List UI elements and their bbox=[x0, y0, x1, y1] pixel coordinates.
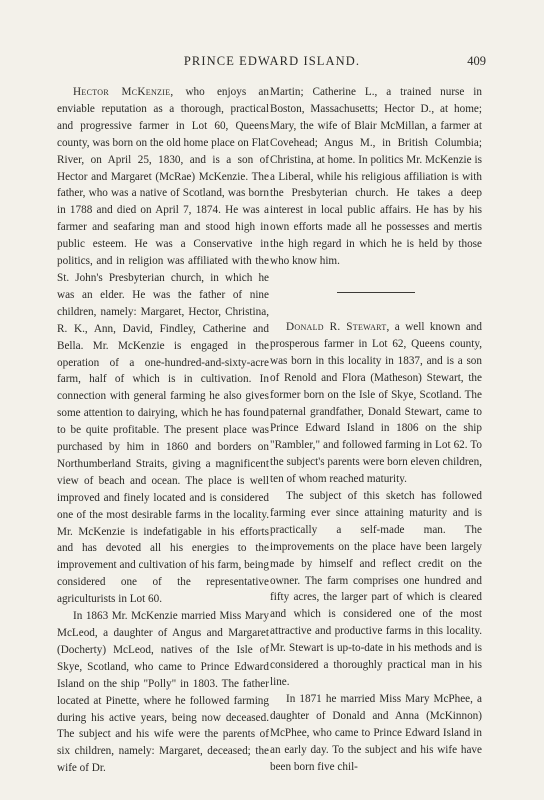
section-divider bbox=[337, 292, 415, 293]
subject-name: Hector McKenzie bbox=[73, 86, 171, 98]
marriage-paragraph: In 1871 he married Miss Mary McPhee, a daughter of Donald and Anna (McKinnon) McPhee, who came to Prince Edward Island in an early day. To the subject and his wife have been born five chil- bbox=[270, 692, 482, 773]
career-paragraph: The subject of this sketch has followed farming ever since attaining maturity and is practically a self-made man. The improvements on the place have been largely made by himself and reflect credit on the owner. The farm comprises one hundred and fifty acres, the larger part of which is cleared and which is considered one of the most attractive and productive farms in this locality. Mr. Stewart is up-to-date in his methods and is considered a thoroughly practical man in his line. bbox=[270, 490, 482, 688]
continued-paragraph: Martin; Catherine L., a trained nurse in Boston, Massachusetts; Hector D., at home; Mary, the wife of Blair McMillan, a farmer at Covehead; Angus M., in British Columbia; Christina, at home. In politics Mr. McKenzie is a Liberal, while his religious affiliation is with the Presbyterian church. He takes a deep interest in local public affairs. He has by his own efforts made all he possesses and mertis the high regard in which he is held by those who know him. bbox=[270, 86, 482, 268]
running-head bbox=[0, 54, 544, 74]
subject-name: Donald R. Stewart bbox=[286, 320, 387, 333]
left-column bbox=[57, 84, 269, 777]
biography-paragraph bbox=[270, 319, 482, 488]
paragraph-text: , a well known and prosperous farmer in Lot 62, Queens county, was born in this locality in 1837, and is a son of Renold and Flora (Matheson) Stewart, the former born on the Isle of Skye, Scotland. The paternal grandfather, Donald Stewart, came to Prince Edward Island in 1806 on the ship "Rambler," and followed farming in Lot 62. To the subject's parents were born eleven children, ten of whom reached maturity. bbox=[270, 320, 482, 486]
page-number: 409 bbox=[467, 54, 486, 68]
paragraph-text: , who enjoys an enviable reputation as a thorough, practical and progressive farmer in Lot 60, Queens county, was born on the old home place on Flat River, on April 25, 1830, and is a son of Hector and Margaret (McRae) McKenzie. The father, who was a native of Scotland, was born in 1788 and died on April 7, 1874. He was a farmer and seafaring man and stood high in public esteem. He was a Conservative in politics, and in religion was affiliated with the St. John's Presbyterian church, in which he was an elder. He was the father of nine children, namely: Margaret, Hector, Christina, R. K., Ann, David, Findley, Catherine and Bella. Mr. McKenzie is engaged in the operation of a one-hundred-and-sixty-acre farm, half of which is in cultivation. In connection with general farming he also gives some attention to dairying, which he has found to be quite profitable. The present place was purchased by him in 1860 and borders on Northumberland Straits, giving a magnificent view of beach and ocean. The place is well improved and finely located and is considered one of the most desirable farms in the locality. Mr. McKenzie is indefatigable in his efforts and has devoted all his energies to the improvement and cultivation of his farm, being considered one of the representative agriculturists in Lot 60. bbox=[57, 86, 269, 606]
right-column bbox=[270, 84, 482, 775]
biography-paragraph bbox=[57, 84, 269, 608]
marriage-paragraph: In 1863 Mr. McKenzie married Miss Mary McLeod, a daughter of Angus and Margaret (Docherty) McLeod, natives of the Isle of Skye, Scotland, who came to Prince Edward Island on the ship "Polly" in 1803. The father located at Pinette, where he followed farming during his active years, being now deceased. The subject and his wife were the parents of six children, namely: Margaret, deceased; the wife of Dr. bbox=[57, 610, 269, 775]
page-header-title: PRINCE EDWARD ISLAND. bbox=[183, 54, 361, 68]
